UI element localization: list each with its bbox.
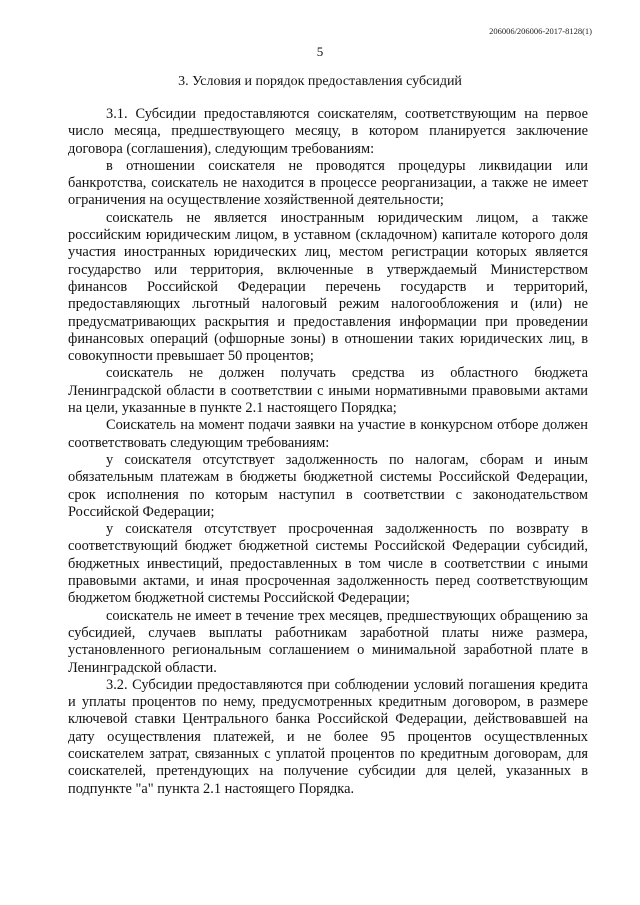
page-number: 5 [316, 44, 324, 59]
paragraph-3-2: 3.2. Субсидии предоставляются при соблюдении условий погашения кредита и уплаты процентов по нему, предусмотренных кредитным договором, в размере ключевой ставки Центрального банка Российской Федерации, действовавшей на дату осуществления платежей, и не более 95 процентов осуществленных соискателем затрат, связанных с уплатой процентов по кредитным договорам, для соискателей, претендующих на получение субсидии для целей, указанных в подпункте "а" пункта 2.1 настоящего Порядка. [68, 676, 588, 797]
paragraph-no-overdue-debt: у соискателя отсутствует просроченная задолженность по возврату в соответствующий бюджет бюджетной системы Российской Федерации субсидий, бюджетных инвестиций, предоставленных в том числе в соответствии с иными правовыми актами, и иная просроченная задолженность перед соответствующим бюджетом бюджетной системы Российской Федерации; [68, 521, 588, 607]
document-id: 206006/206006-2017-8128(1) [489, 26, 592, 36]
paragraph-no-tax-debt: у соискателя отсутствует задолженность по налогам, сборам и иным обязательным платежам в бюджеты бюджетной системы Российской Федерации, срок исполнения по которым наступил в соответствии с законодательством Российской Федерации; [68, 451, 588, 520]
paragraph-no-regional-funds: соискатель не должен получать средства из областного бюджета Ленинградской области в соответствии с иными нормативными правовыми актами на цели, указанные в пункте 2.1 настоящего Порядка; [68, 365, 588, 417]
paragraph-application-requirements: Соискатель на момент подачи заявки на участие в конкурсном отборе должен соответствовать следующим требованиям: [68, 417, 588, 451]
paragraph-3-1: 3.1. Субсидии предоставляются соискателям, соответствующим на первое число месяца, предшествующего месяцу, в котором планируется заключение договора (соглашения), следующим требованиям: [68, 106, 588, 157]
section-heading: 3. Условия и порядок предоставления субсидий [178, 74, 462, 89]
paragraph-no-liquidation: в отношении соискателя не проводятся процедуры ликвидации или банкротства, соискатель не находится в процессе реорганизации, а также не имеет ограничения на осуществление хозяйственной деятельности; [68, 157, 588, 209]
paragraph-not-foreign: соискатель не является иностранным юридическим лицом, а также российским юридическим лицом, в уставном (складочном) капитале которого доля участия иностранных юридических лиц, местом регистрации которых является государство или территория, включенные в утверждаемый Министерством финансов Российской Федерации перечень государств и территорий, предоставляющих льготный налоговый режим налогообложения и (или) не предусматривающих раскрытия и предоставления информации при проведении финансовых операций (офшорные зоны) в отношении таких юридических лиц, в совокупности превышает 50 процентов; [68, 209, 588, 365]
paragraph-min-wage: соискатель не имеет в течение трех месяцев, предшествующих обращению за субсидией, случаев выплаты работникам заработной платы ниже размера, установленного региональным соглашением о минимальной заработной плате в Ленинградской области. [68, 607, 588, 676]
document-body [68, 106, 588, 798]
